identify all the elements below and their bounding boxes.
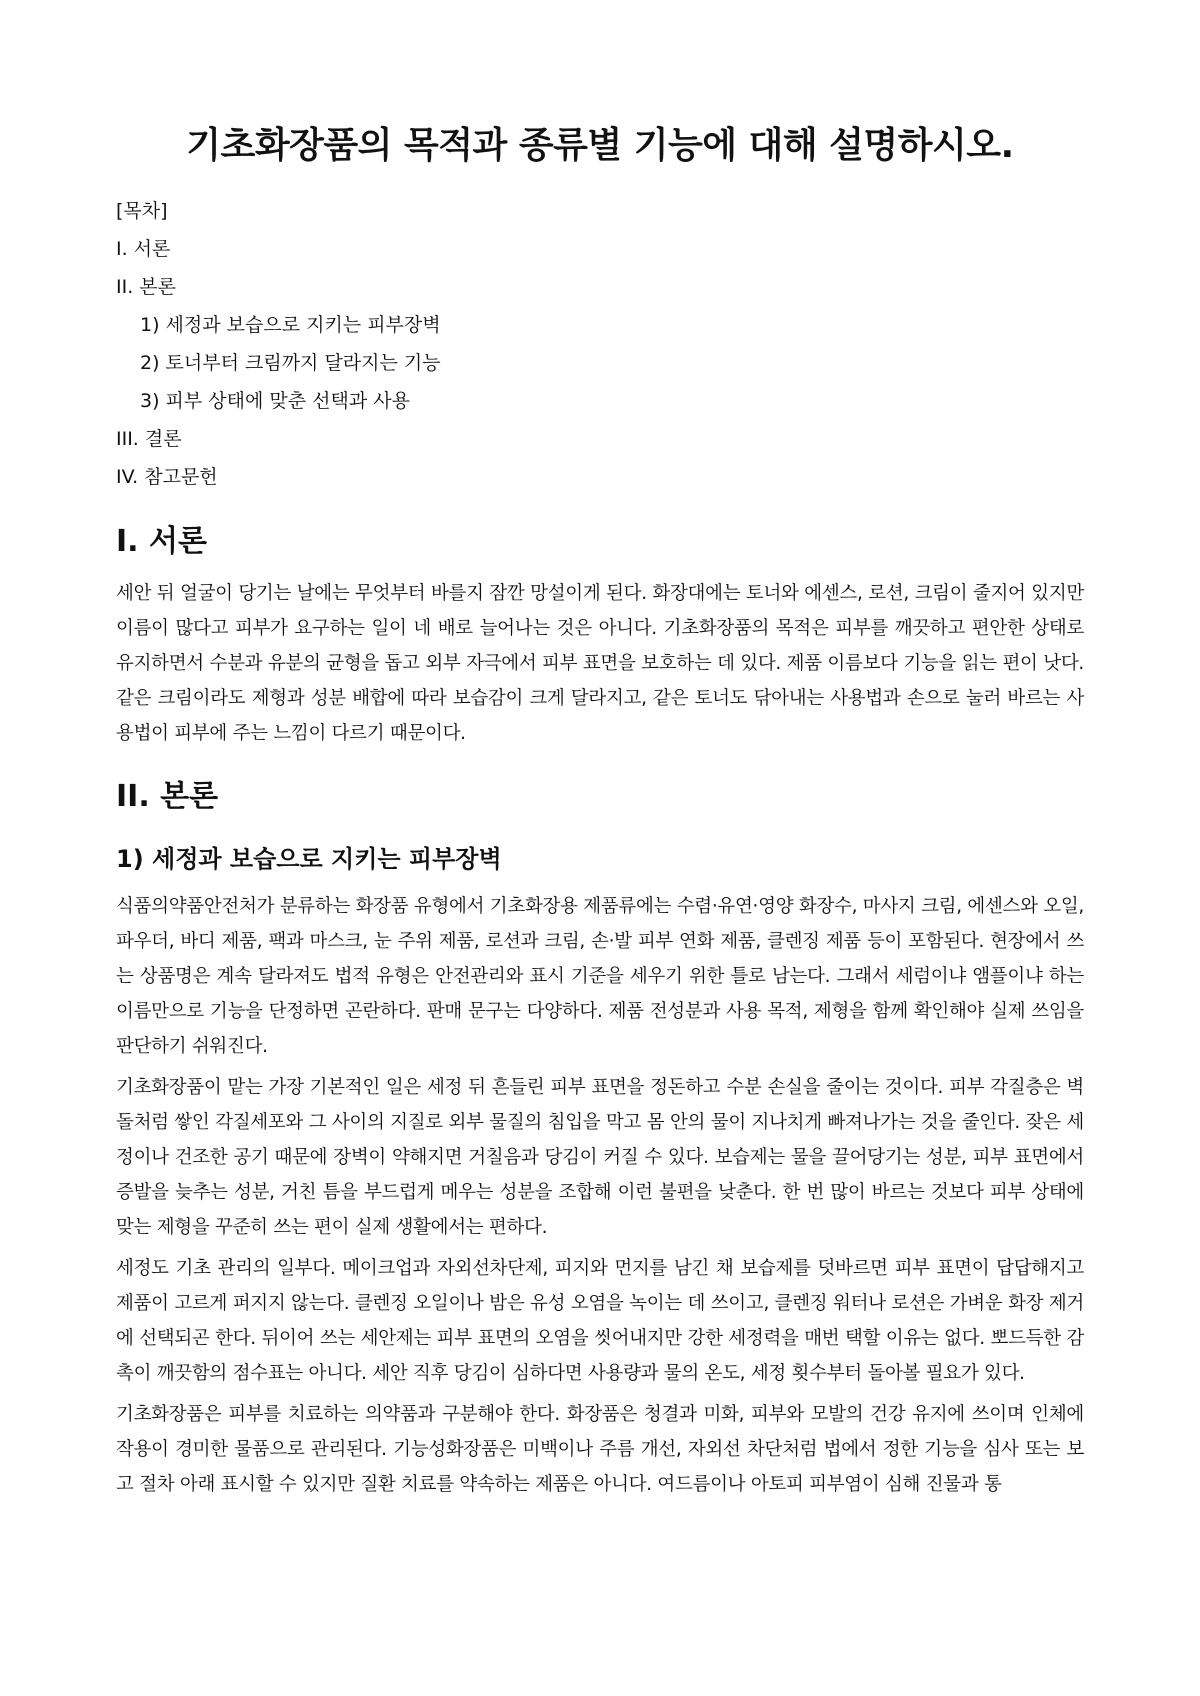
intro-paragraph: 세안 뒤 얼굴이 당기는 날에는 무엇부터 바를지 잠깐 망설이게 된다. 화장대에는 토너와 에센스, 로션, 크림이 줄지어 있지만 이름이 많다고 피부가 요구하는 일이 네 배로 늘어나는 것은 아니다. 기초화장품의 목적은 피부를 깨끗하고 편안한 상태로 유지하면서 수분과 유분의 균형을 돕고 외부 자극에서 피부 표면을 보호하는 데 있다. 제품 이름보다 기능을 읽는 편이 낫다. 같은 크림이라도 제형과 성분 배합에 따라 보습감이 크게 달라지고, 같은 토너도 닦아내는 사용법과 손으로 눌러 바르는 사용법이 피부에 주는 느낌이 다르기 때문이다.	[116, 583, 1084, 744]
toc-heading: [목차]	[116, 200, 168, 222]
toc-item-intro: I. 서론	[116, 238, 171, 260]
toc-item-body-2: 2) 토너부터 크림까지 달라지는 기능	[140, 352, 441, 374]
table-of-contents	[116, 192, 1084, 496]
subsection-heading-1: 1) 세정과 보습으로 지키는 피부장벽	[116, 845, 502, 873]
document-title: 기초화장품의 목적과 종류별 기능에 대해 설명하시오.	[186, 125, 1014, 166]
body-paragraph: 식품의약품안전처가 분류하는 화장품 유형에서 기초화장용 제품류에는 수렴·유연·영양 화장수, 마사지 크림, 에센스와 오일, 파우더, 바디 제품, 팩과 마스크, 눈 주위 제품, 로션과 크림, 손·발 피부 연화 제품, 클렌징 제품 등이 포함된다. 현장에서 쓰는 상품명은 계속 달라져도 법적 유형은 안전관리와 표시 기준을 세우기 위한 틀로 남는다. 그래서 세럼이냐 앰플이냐 하는 이름만으로 기능을 단정하면 곤란하다. 판매 문구는 다양하다. 제품 전성분과 사용 목적, 제형을 함께 확인해야 실제 쓰임을 판단하기 쉬워진다.	[116, 896, 1084, 1057]
section-heading-intro: I. 서론	[116, 524, 207, 559]
toc-item-references: IV. 참고문헌	[116, 466, 218, 488]
toc-item-conclusion: III. 결론	[116, 428, 182, 450]
toc-item-body-1: 1) 세정과 보습으로 지키는 피부장벽	[140, 314, 441, 336]
toc-item-body-3: 3) 피부 상태에 맞춘 선택과 사용	[140, 390, 410, 412]
body-paragraph: 세정도 기초 관리의 일부다. 메이크업과 자외선차단제, 피지와 먼지를 남긴 채 보습제를 덧바르면 피부 표면이 답답해지고 제품이 고르게 퍼지지 않는다. 클렌징 오일이나 밤은 유성 오염을 녹이는 데 쓰이고, 클렌징 워터나 로션은 가벼운 화장 제거에 선택되곤 한다. 뒤이어 쓰는 세안제는 피부 표면의 오염을 씻어내지만 강한 세정력을 매번 택할 이유는 없다. 뽀드득한 감촉이 깨끗함의 점수표는 아니다. 세안 직후 당김이 심하다면 사용량과 물의 온도, 세정 횟수부터 돌아볼 필요가 있다.	[116, 1258, 1084, 1384]
body-paragraph: 기초화장품이 맡는 가장 기본적인 일은 세정 뒤 흔들린 피부 표면을 정돈하고 수분 손실을 줄이는 것이다. 피부 각질층은 벽돌처럼 쌓인 각질세포와 그 사이의 지질로 외부 물질의 침입을 막고 몸 안의 물이 지나치게 빠져나가는 것을 줄인다. 잦은 세정이나 건조한 공기 때문에 장벽이 약해지면 거칠음과 당김이 커질 수 있다. 보습제는 물을 끌어당기는 성분, 피부 표면에서 증발을 늦추는 성분, 거친 틈을 부드럽게 메우는 성분을 조합해 이런 불편을 낮춘다. 한 번 많이 바르는 것보다 피부 상태에 맞는 제형을 꾸준히 쓰는 편이 실제 생활에서는 편하다.	[116, 1077, 1084, 1238]
body-paragraph: 기초화장품은 피부를 치료하는 의약품과 구분해야 한다. 화장품은 청결과 미화, 피부와 모발의 건강 유지에 쓰이며 인체에 작용이 경미한 물품으로 관리된다. 기능성화장품은 미백이나 주름 개선, 자외선 차단처럼 법에서 정한 기능을 심사 또는 보고 절차 아래 표시할 수 있지만 질환 치료를 약속하는 제품은 아니다. 여드름이나 아토피 피부염이 심해 진물과 통	[116, 1404, 1084, 1495]
section-heading-body: II. 본론	[116, 779, 219, 814]
toc-item-body: II. 본론	[116, 276, 176, 298]
